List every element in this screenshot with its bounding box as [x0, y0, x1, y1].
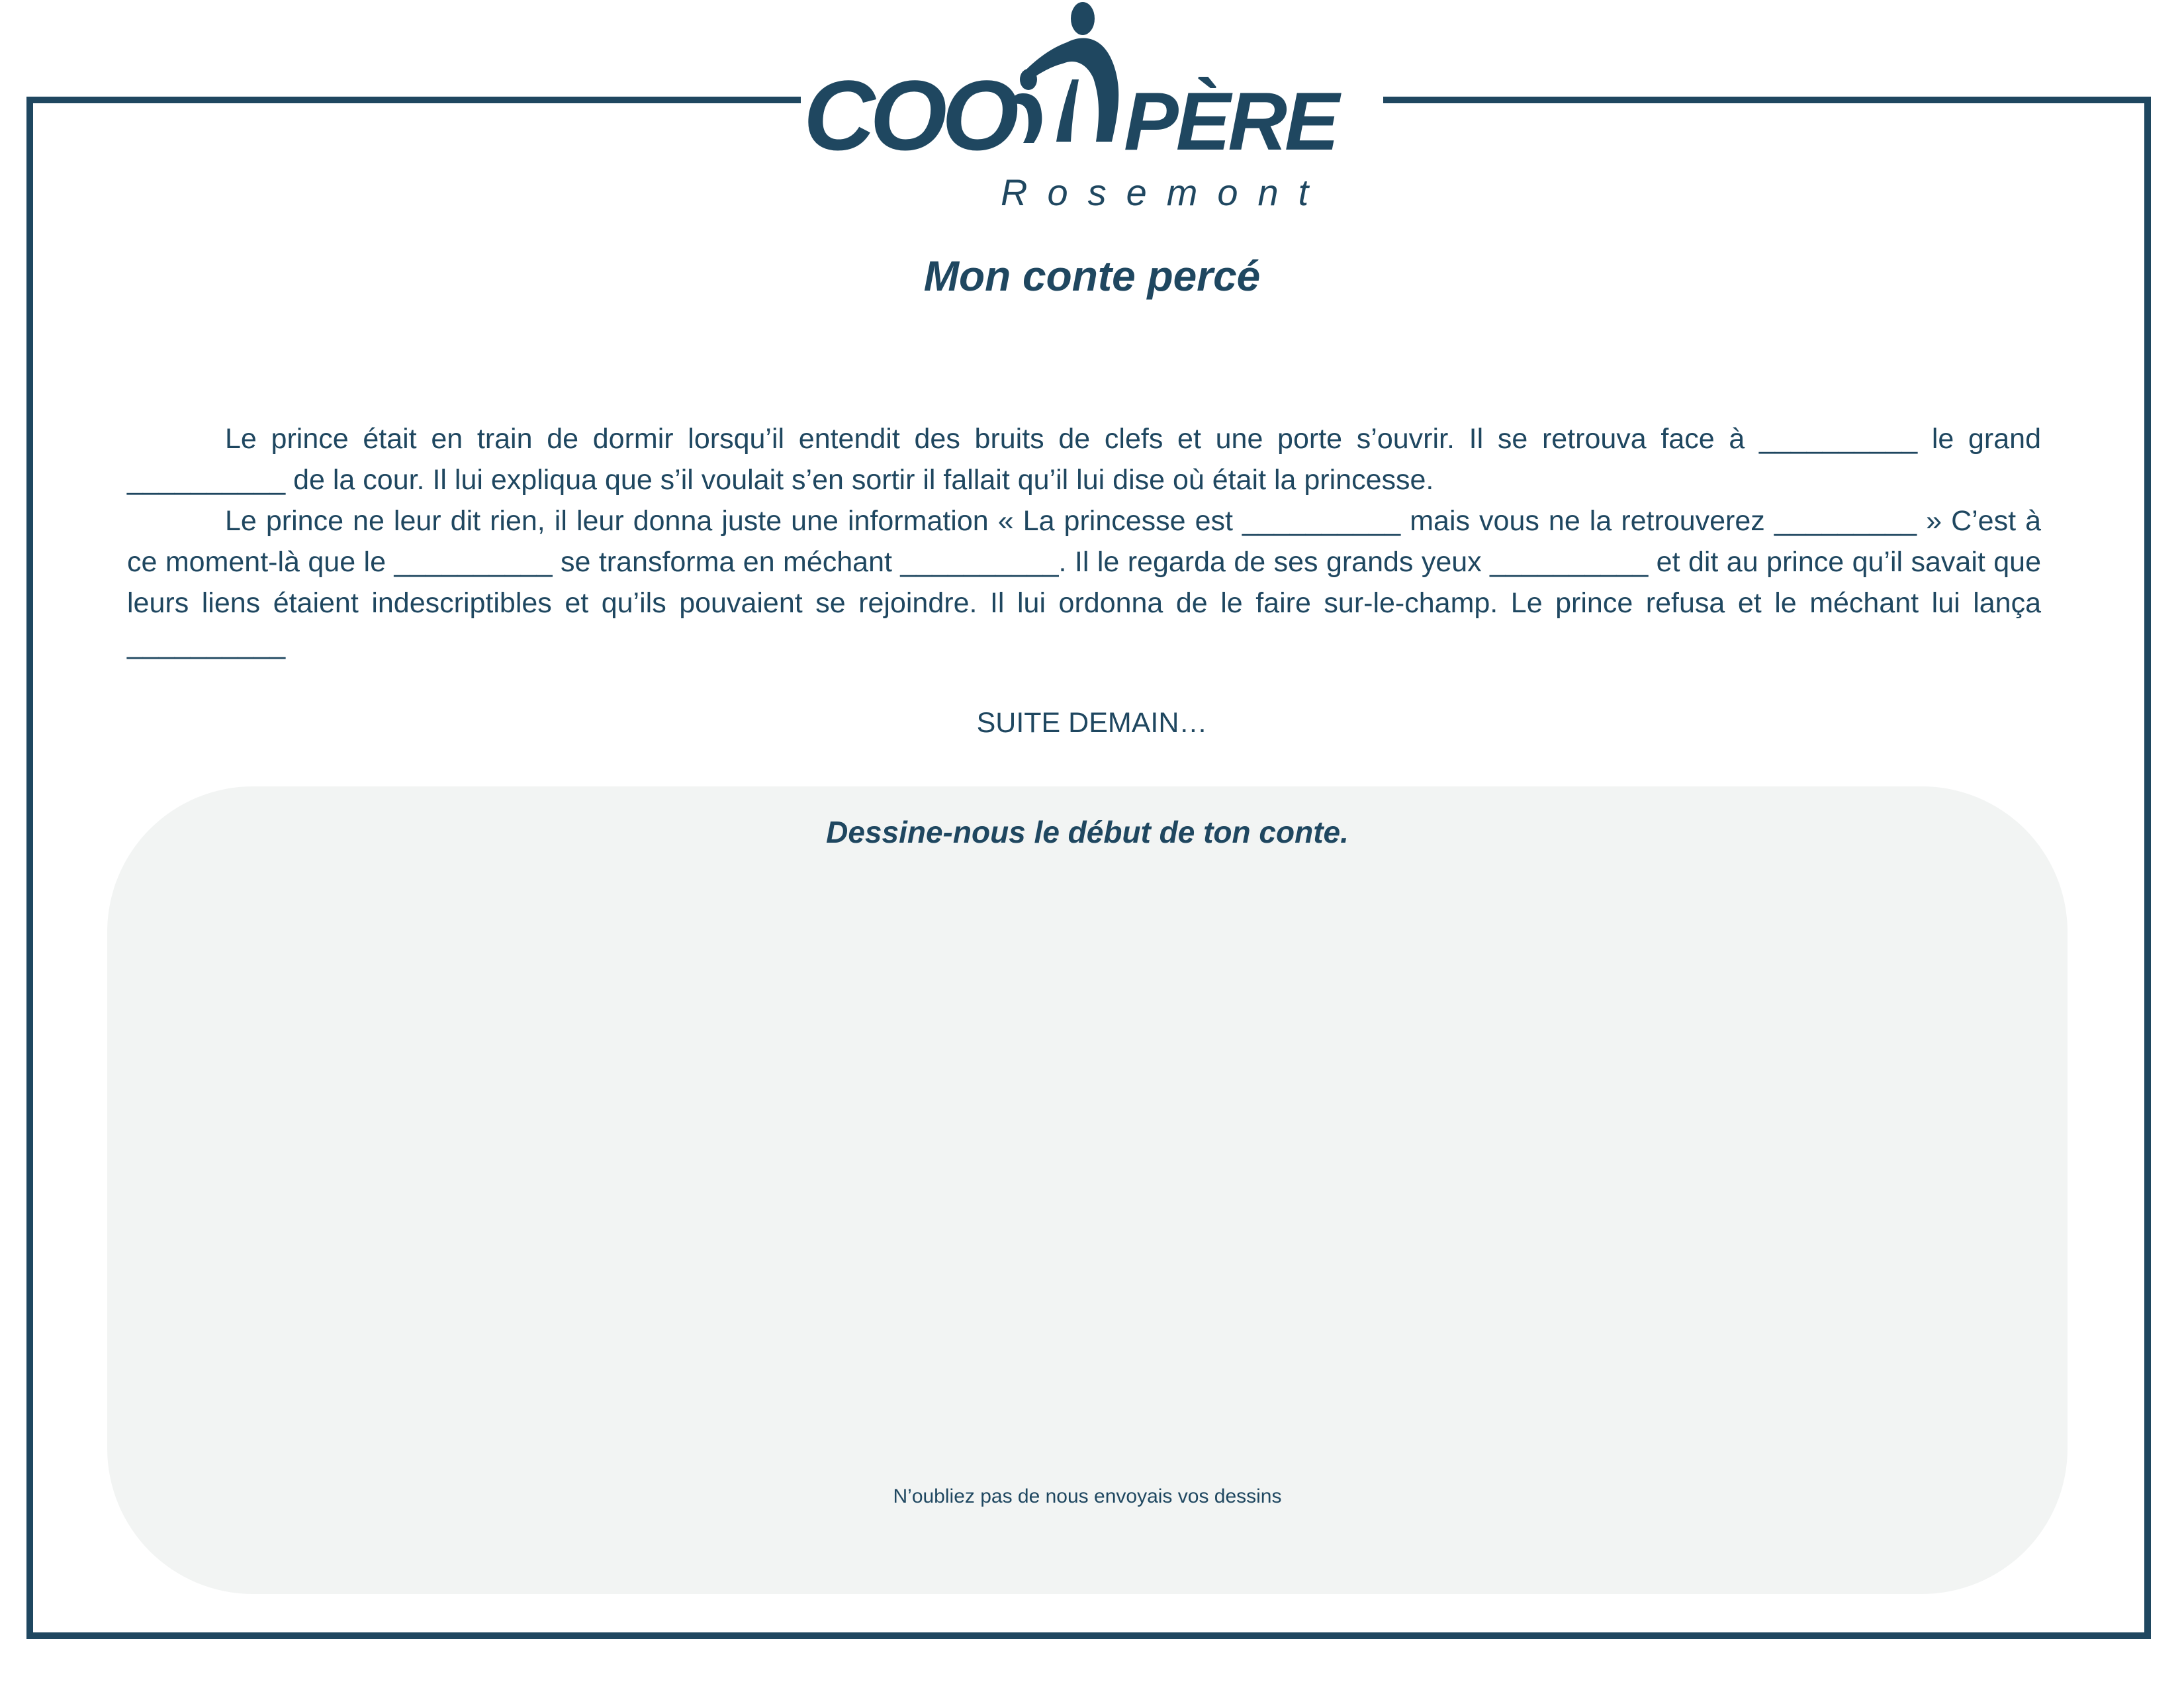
story-paragraph: Le prince ne leur dit rien, il leur donna juste une information « La princesse est __________ mais vous ne la retrouverez _________ » C’est à ce moment-là que le __________ se transforma en méchant __________. Il le regarda de ses grands yeux __________ et dit au prince qu’il savait que leurs liens étaient indescriptibles et qu’ils pouvaient se rejoindre. Il lui ordonna de le faire sur-le-champ. Le prince refusa et le méchant lui lança __________ — [127, 505, 2041, 660]
drawing-prompt: Dessine-nous le début de ton conte. — [826, 815, 1349, 849]
story-text — [127, 418, 2041, 665]
logo-subtitle: Rosemont — [1001, 171, 1329, 213]
drawing-area[interactable] — [107, 786, 2068, 1594]
cooppere-rosemont-logo — [801, 0, 1383, 218]
story-paragraph: Le prince était en train de dormir lorsqu’il entendit des bruits de clefs et une porte s’ouvrir. Il se retrouva face à __________ le grand __________ de la cour. Il lui expliqua que s’il voulait s’en sortir il fallait qu’il lui dise où était la princesse. — [127, 423, 2041, 496]
suite-demain-text: SUITE DEMAIN… — [976, 707, 1208, 739]
logo-wordmark-coo: COO — [803, 60, 1014, 171]
page-title: Mon conte percé — [923, 252, 1261, 300]
reminder-note: N’oubliez pas de nous envoyais vos dessins — [893, 1485, 1282, 1507]
logo-wordmark-pere: PÈRE — [1124, 76, 1337, 167]
